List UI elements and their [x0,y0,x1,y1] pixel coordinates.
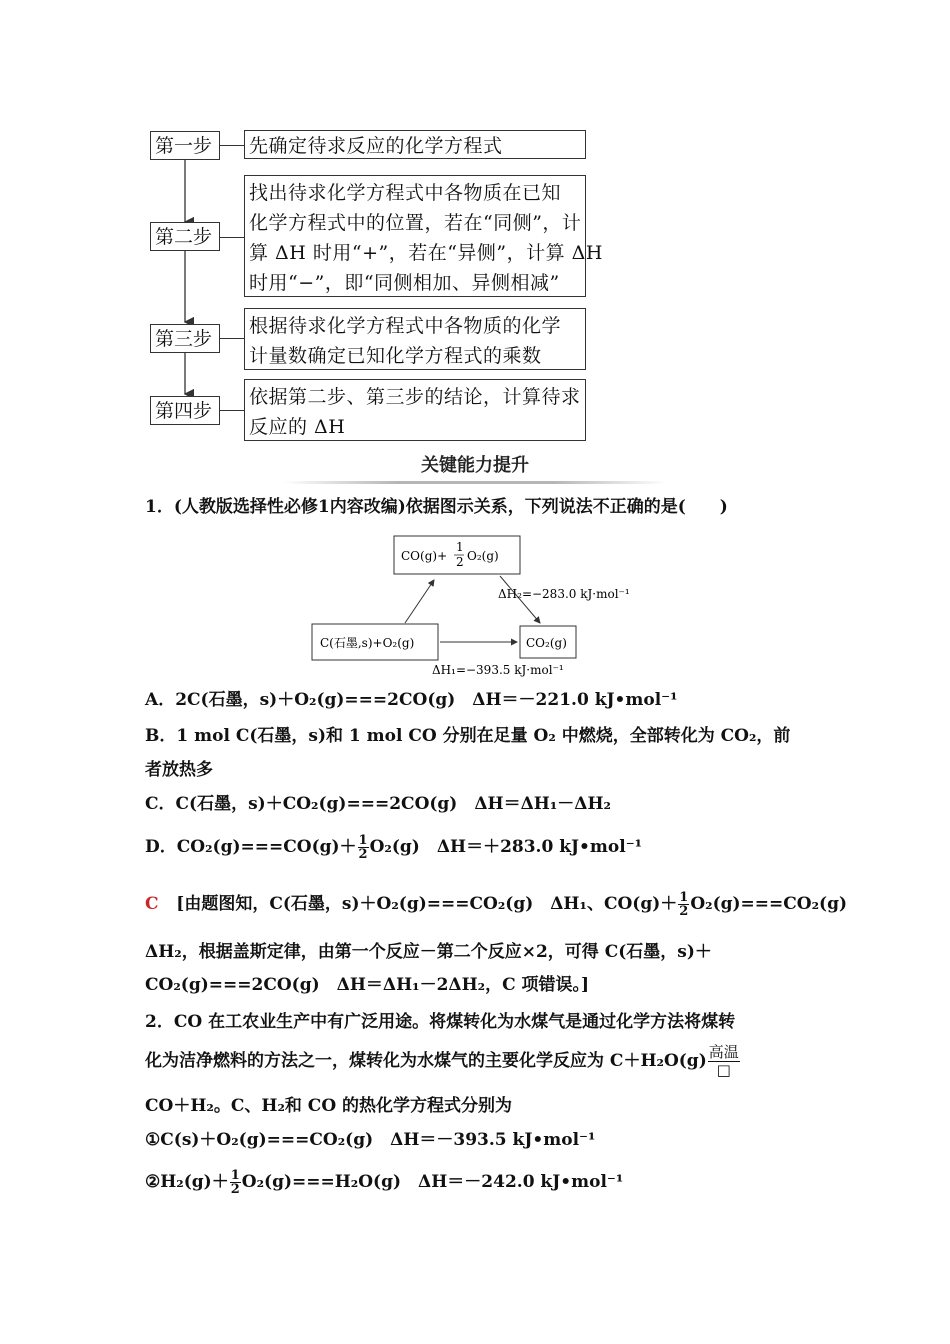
fraction-den: 2 [358,847,368,862]
section-title [283,452,667,484]
answer-line1-pre: [由题图知，C(石墨，s)＋O₂(g)===CO₂(g) ΔH₁、CO(g)＋ [176,894,678,914]
step-4-line: 依据第二步、第三步的结论，计算待求 [249,386,581,408]
q2-line2-pre: 化为洁净燃料的方法之一，煤转化为水煤气的主要化学反应为 C＋H₂O(g) [145,1051,707,1071]
q1-option-a: A．2C(石墨，s)＋O₂(g)===2CO(g) ΔH＝－221.0 kJ•mol⁻¹ [145,690,678,710]
step-3-connector [220,338,244,339]
top-box-o2: O₂(g) [467,549,499,563]
q1-option-d [145,830,642,864]
dh2-label: ΔH₂=−283.0 kJ·mol⁻¹ [498,587,630,601]
answer-line1-post: O₂(g)===CO₂(g) [690,894,848,914]
reaction-condition [708,1044,740,1079]
fraction-half [358,834,369,861]
fraction-half [230,1169,241,1196]
section-title-text: 关键能力提升 [421,455,529,476]
step-2-connector [220,237,244,238]
left-box-text: C(石墨,s)+O₂(g) [320,636,415,650]
q2-eq2-pre: ②H₂(g)＋ [145,1172,229,1192]
step-2-line: 时用“−”，即“同侧相加、异侧相减” [249,272,560,294]
top-box-frac-num: 1 [456,540,464,554]
fraction-num: 1 [358,833,368,848]
q1-stem: 1．(人教版选择性必修1内容改编)依据图示关系，下列说法不正确的是( ) [145,497,728,517]
step-4-connector [220,410,244,411]
step-3-description [244,308,586,370]
dh1-label: ΔH₁=−393.5 kJ·mol⁻¹ [432,663,564,677]
q1-option-d-post: O₂(g) ΔH＝＋283.0 kJ•mol⁻¹ [369,837,643,857]
fraction-num: 1 [679,890,689,905]
q1-answer-line3: CO₂(g)===2CO(g) ΔH＝ΔH₁－2ΔH₂，C 项错误。] [145,975,590,995]
section-title-underline [283,481,667,484]
step-1-label: 第一步 [150,131,220,160]
q1-energy-diagram [300,528,650,678]
arrow-left-to-top [405,580,434,623]
step-4-label: 第四步 [150,396,220,425]
q1-option-b-line1: B．1 mol C(石墨，s)和 1 mol CO 分别在足量 O₂ 中燃烧，全部转化为 CO₂，前 [145,726,791,746]
step-2-line: 找出待求化学方程式中各物质在已知 [249,182,562,204]
q2-eq2-post: O₂(g)===H₂O(g) ΔH＝－242.0 kJ•mol⁻¹ [241,1172,624,1192]
step-1-connector [220,145,244,146]
step-3-label: 第三步 [150,324,220,353]
step-1-description [244,130,586,159]
step-2-description [244,175,603,297]
q2-line3: CO＋H₂。C、H₂和 CO 的热化学方程式分别为 [145,1096,513,1116]
q1-option-d-pre: D．CO₂(g)===CO(g)＋ [145,837,357,857]
step-2-line: 化学方程式中的位置，若在“同侧”，计 [249,212,582,234]
q1-option-c: C．C(石墨，s)＋CO₂(g)===2CO(g) ΔH＝ΔH₁－ΔH₂ [145,794,611,814]
fraction-den: 2 [679,904,689,919]
step-4-description [244,379,586,441]
step-3-line: 计量数确定已知化学方程式的乘数 [249,345,542,367]
top-box-frac-den: 2 [456,555,464,569]
fraction-half [678,891,689,918]
step-4-line: 反应的 ΔH [249,416,346,438]
q2-eq1: ①C(s)＋O₂(g)===CO₂(g) ΔH＝－393.5 kJ•mol⁻¹ [145,1130,596,1150]
fraction-den: 2 [230,1182,240,1197]
top-box-co: CO(g)+ [401,549,448,563]
step-2-line: 算 ΔH 时用“+”，若在“异侧”，计算 ΔH [249,242,603,264]
q2-line2 [145,1043,741,1079]
step-3-line: 根据待求化学方程式中各物质的化学 [249,315,562,337]
q1-answer-line2: ΔH₂，根据盖斯定律，由第一个反应－第二个反应×2，可得 C(石墨，s)＋ [145,942,712,962]
step-2-label: 第二步 [150,222,220,251]
q2-line1: 2．CO 在工农业生产中有广泛用途。将煤转化为水煤气是通过化学方法将煤转 [145,1012,736,1032]
q1-answer-line1 [145,887,847,921]
q1-option-b-line2: 者放热多 [145,760,213,780]
condition-text: 高温 [708,1043,739,1061]
fraction-num: 1 [230,1168,240,1183]
step-1-line: 先确定待求反应的化学方程式 [249,135,503,157]
condition-box-icon: □ [716,1061,731,1079]
answer-letter: C [145,894,159,914]
right-box-text: CO₂(g) [526,636,567,650]
q2-eq2 [145,1165,623,1199]
